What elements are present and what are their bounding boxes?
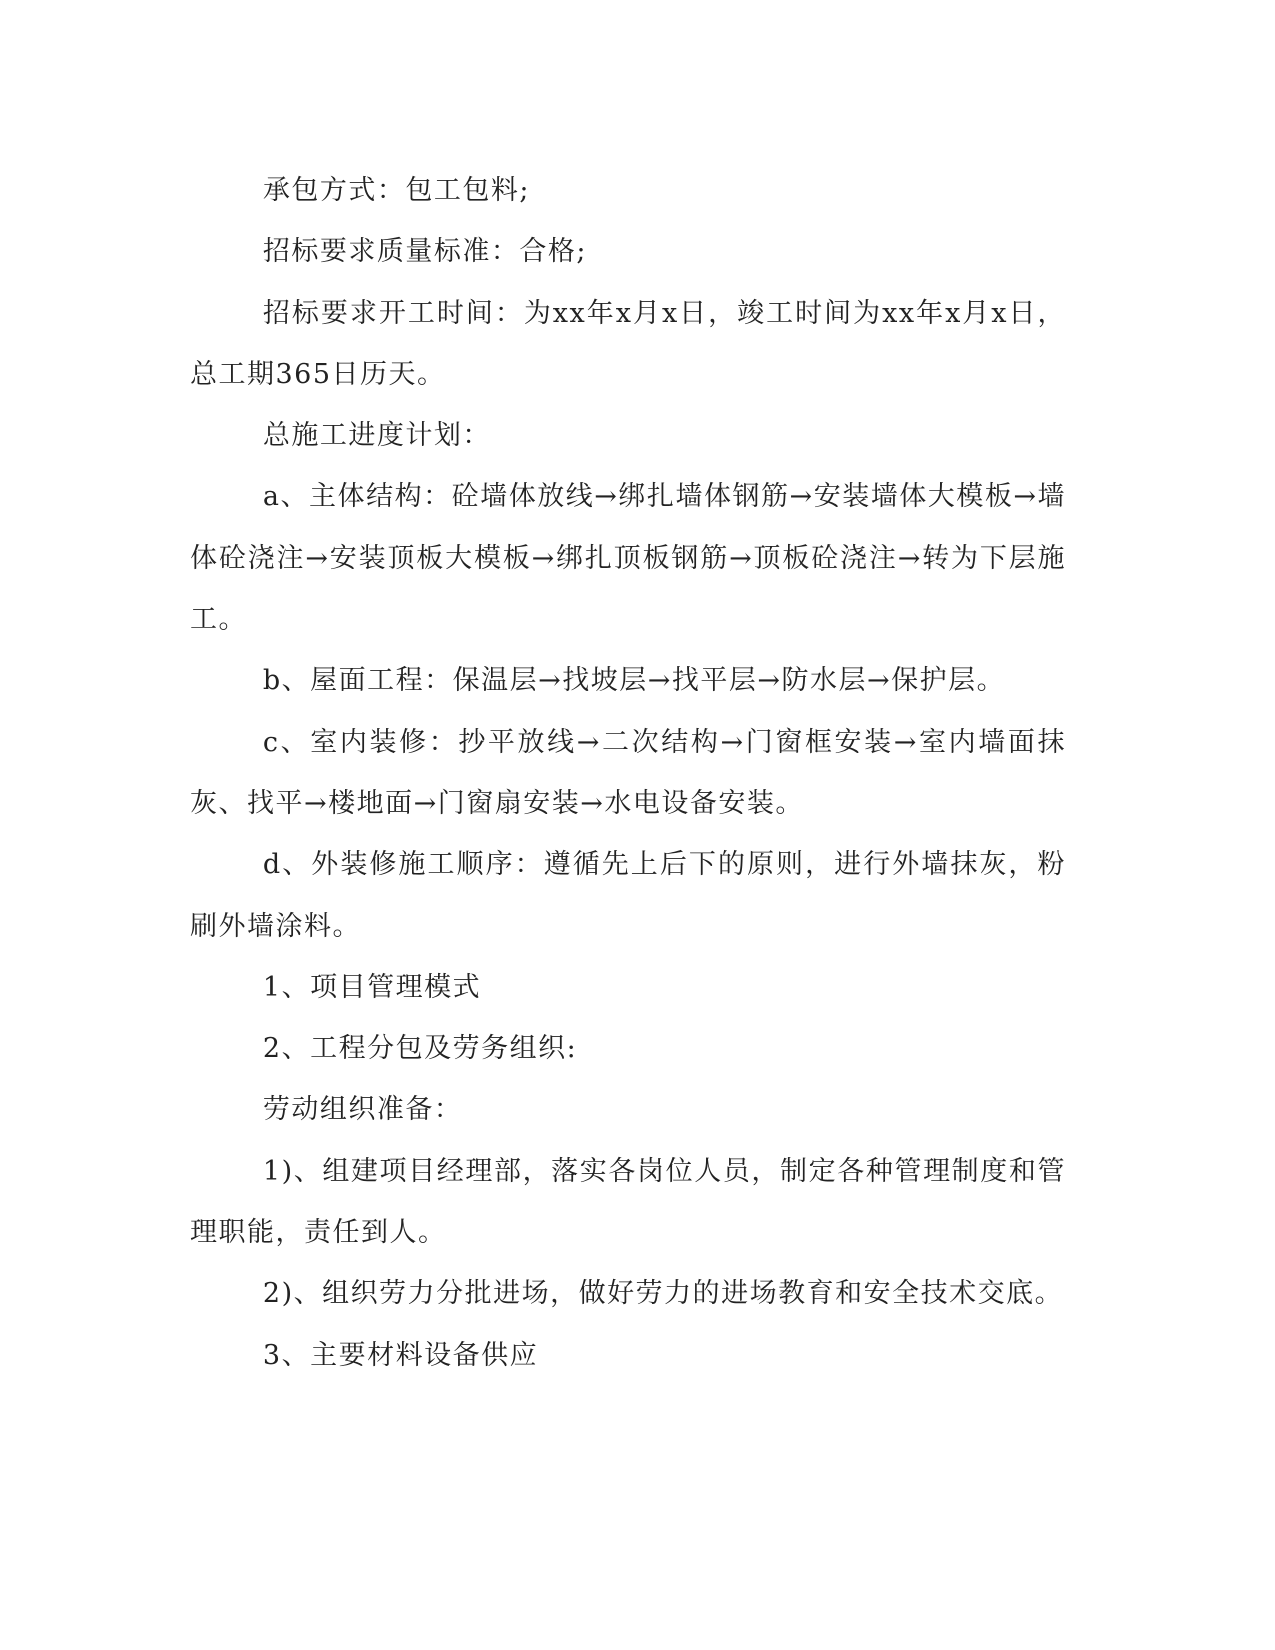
paragraph-interior-decoration: c、室内装修：抄平放线→二次结构→门窗框安装→室内墙面抹灰、找平→楼地面→门窗扇安装→水电设备安装。	[190, 726, 1066, 819]
paragraph-quality-standard: 招标要求质量标准：合格;	[262, 236, 587, 268]
paragraph-subcontracting: 2、工程分包及劳务组织:	[262, 1033, 578, 1065]
paragraph-contract-method: 承包方式：包工包料;	[262, 175, 530, 206]
paragraph-labor-preparation: 劳动组织准备：	[262, 1094, 463, 1126]
paragraph-schedule: 招标要求开工时间：为xx年x月x日，竣工时间为xx年x月x日，总工期365日历天。	[190, 297, 1066, 390]
paragraph-roofing: b、屋面工程：保温层→找坡层→找平层→防水层→保护层。	[262, 665, 1006, 697]
paragraph-project-department: 1)、组建项目经理部，落实各岗位人员，制定各种管理制度和管理职能，责任到人。	[190, 1155, 1066, 1249]
document-body	[190, 160, 1066, 1386]
paragraph-labor-entry: 2)、组织劳力分批进场，做好劳力的进场教育和安全技术交底。	[262, 1278, 1064, 1310]
paragraph-main-structure: a、主体结构：砼墙体放线→绑扎墙体钢筋→安装墙体大模板→墙体砼浇注→安装顶板大模板→绑扎顶板钢筋→顶板砼浇注→转为下层施工。	[190, 481, 1066, 636]
paragraph-progress-plan-heading: 总施工进度计划：	[262, 420, 491, 452]
paragraph-management-mode: 1、项目管理模式	[262, 971, 482, 1003]
paragraph-material-supply: 3、主要材料设备供应	[262, 1339, 539, 1371]
paragraph-exterior-decoration: d、外装修施工顺序：遵循先上后下的原则，进行外墙抹灰，粉刷外墙涂料。	[190, 849, 1066, 942]
